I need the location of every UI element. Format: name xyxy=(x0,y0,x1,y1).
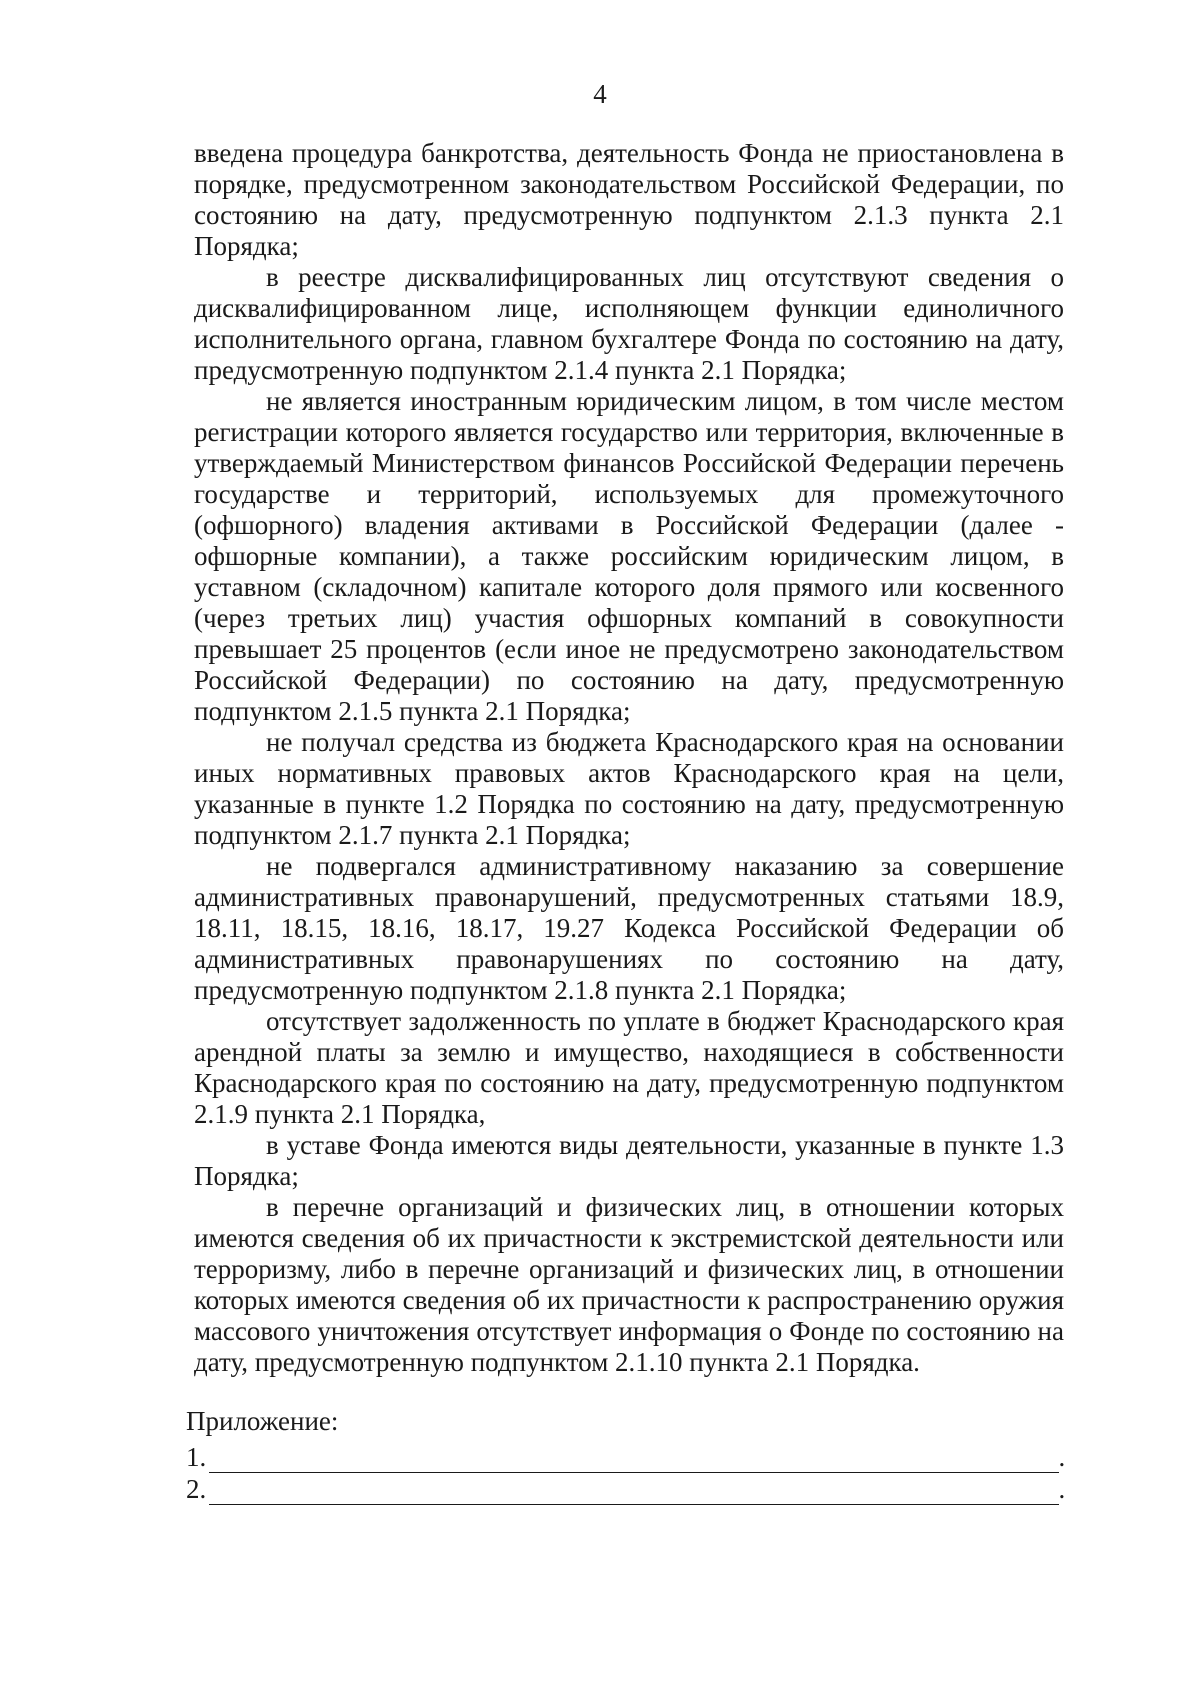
paragraph-disqualified-persons: в реестре дисквалифицированных лиц отсутствуют сведения о дисквалифицированном лице, исполняющем функции единоличного исполнительного органа, главном бухгалтере Фонда по состоянию на дату, предусмотренную подпунктом 2.1.4 пункта 2.1 Порядка; xyxy=(194,262,1064,385)
appendix-line-end: . xyxy=(1058,1474,1066,1504)
appendix-blank-line xyxy=(209,1446,1059,1473)
appendix-item-number: 2. xyxy=(186,1474,207,1504)
appendix-item-number: 1. xyxy=(186,1442,207,1472)
paragraph-rent-debt: отсутствует задолженность по уплате в бюджет Краснодарского края арендной платы за землю и имущество, находящиеся в собственности Краснодарского края по состоянию на дату, предусмотренную подпунктом 2.1.9 пункта 2.1 Порядка, xyxy=(194,1006,1064,1129)
appendix-item xyxy=(186,1441,1066,1473)
page-number: 4 xyxy=(593,79,607,109)
paragraph-extremism-list: в перечне организаций и физических лиц, в отношении которых имеются сведения об их причастности к экстремистской деятельности или терроризму, либо в перечне организаций и физических лиц, в отношении которых имеются сведения об их причастности к распространению оружия массового уничтожения отсутствует информация о Фонде по состоянию на дату, предусмотренную подпунктом 2.1.10 пункта 2.1 Порядка. xyxy=(194,1192,1064,1377)
appendix-title: Приложение: xyxy=(186,1406,339,1436)
document-body xyxy=(194,138,1064,1378)
paragraph-offshore-companies: не является иностранным юридическим лицом, в том числе местом регистрации которого является государство или территория, включенные в утверждаемый Министерством финансов Российской Федерации перечень государстве и территорий, используемых для промежуточного (офшорного) владения активами в Российской Федерации (далее - офшорные компании), а также российским юридическим лицом, в уставном (складочном) капитале которого доля прямого или косвенного (через третьих лиц) участия офшорных компаний в совокупности превышает 25 процентов (если иное не предусмотрено законодательством Российской Федерации) по состоянию на дату, предусмотренную подпунктом 2.1.5 пункта 2.1 Порядка; xyxy=(194,386,1064,726)
appendix-blank-line xyxy=(209,1478,1059,1505)
paragraph-budget-funds: не получал средства из бюджета Краснодарского края на основании иных нормативных правовых актов Краснодарского края на цели, указанные в пункте 1.2 Порядка по состоянию на дату, предусмотренную подпунктом 2.1.7 пункта 2.1 Порядка; xyxy=(194,727,1064,850)
appendix-section xyxy=(186,1405,1066,1505)
appendix-item xyxy=(186,1473,1066,1505)
paragraph-administrative-penalty: не подвергался административному наказанию за совершение административных правонарушений, предусмотренных статьями 18.9, 18.11, 18.15, 18.16, 18.17, 19.27 Кодекса Российской Федерации об административных правонарушениях по состоянию на дату, предусмотренную подпунктом 2.1.8 пункта 2.1 Порядка; xyxy=(194,851,1064,1005)
paragraph-bankruptcy: введена процедура банкротства, деятельность Фонда не приостановлена в порядке, предусмотренном законодательством Российской Федерации, по состоянию на дату, предусмотренную подпунктом 2.1.3 пункта 2.1 Порядка; xyxy=(194,138,1064,261)
appendix-line-end: . xyxy=(1058,1442,1066,1472)
paragraph-charter-activities: в уставе Фонда имеются виды деятельности, указанные в пункте 1.3 Порядка; xyxy=(194,1130,1064,1191)
